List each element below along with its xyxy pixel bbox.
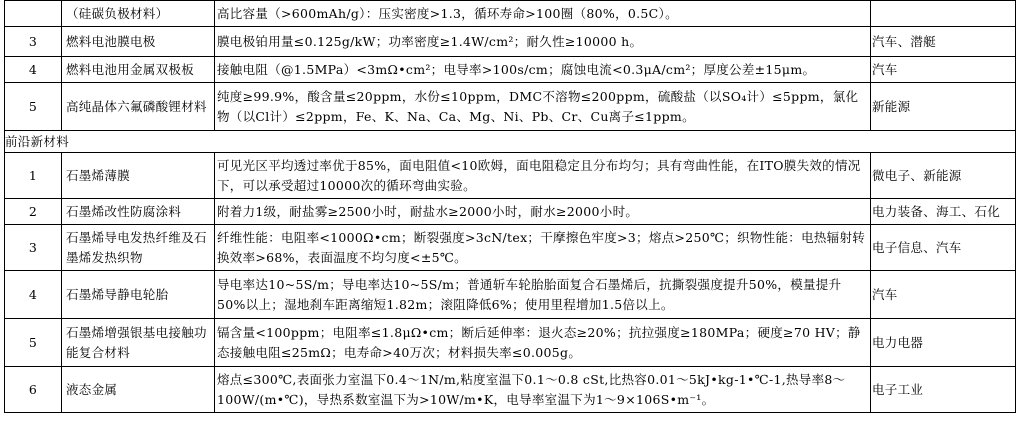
material-name: 燃料电池用金属双极板 xyxy=(62,57,215,83)
row-number: 4 xyxy=(5,271,62,319)
application-field: 微电子、新能源 xyxy=(871,153,1016,199)
row-number: 5 xyxy=(5,83,62,131)
material-spec: 膜电极铂用量≤0.125g/kW；功率密度≥1.4W/cm²；耐久性≥10000 h。 xyxy=(215,27,871,57)
material-spec: 附着力1级，耐盐雾≥2500小时，耐盐水≥2000小时，耐水≥2000小时。 xyxy=(215,199,871,225)
application-field: 汽车 xyxy=(871,271,1016,319)
table-row xyxy=(5,367,1016,413)
row-number: 5 xyxy=(5,319,62,367)
application-field: 电力电器 xyxy=(871,319,1016,367)
material-spec: 纯度≥99.9%，酸含量≤20ppm，水份≤10ppm，DMC不溶物≤200ppm，硫酸盐（以SO₄计）≤5ppm，氯化物（以Cl计）≤2ppm，Fe、K、Na、Ca、Mg、Ni、Pb、Cr、Cu离子≤1ppm。 xyxy=(215,83,871,131)
table-row xyxy=(5,1,1016,27)
row-number: 1 xyxy=(5,153,62,199)
material-spec: 熔点≤300℃,表面张力室温下0.4～1N/m,粘度室温下0.1～0.8 cSt,比热容0.01～5kJ•kg-1•℃-1,热导率8～100W/(m•℃)，导热系数室温下为>10W/m•K，电导率室温下为1～9×106S•m⁻¹。 xyxy=(215,367,871,413)
material-spec: 高比容量（>600mAh/g）：压实密度>1.3，循环寿命>100圈（80%，0.5C）。 xyxy=(215,1,871,27)
table-row xyxy=(5,153,1016,199)
material-name: 燃料电池膜电极 xyxy=(62,27,215,57)
application-field xyxy=(871,1,1016,27)
material-name: 石墨烯改性防腐涂料 xyxy=(62,199,215,225)
table-row xyxy=(5,271,1016,319)
material-spec: 镉含量<100ppm；电阻率≤1.8μΩ•cm；断后延伸率：退火态≥20%；抗拉强度≥180MPa；硬度≥70 HV；静态接触电阻≤25mΩ；电寿命>40万次；材料损失率≤0.005g。 xyxy=(215,319,871,367)
material-spec: 导电率达10~5S/m；导电率达10~5S/m；普通斩车轮胎胎面复合石墨烯后，抗撕裂强度提升50%，模量提升50%以上；湿地刹车距离缩短1.82m；滚阻降低6%；使用里程增加1.5倍以上。 xyxy=(215,271,871,319)
table-row xyxy=(5,225,1016,271)
table-row xyxy=(5,319,1016,367)
material-name: 液态金属 xyxy=(62,367,215,413)
material-name: （硅碳负极材料） xyxy=(62,1,215,27)
materials-table xyxy=(4,0,1016,413)
material-spec: 纤维性能：电阻率<1000Ω•cm；断裂强度>3cN/tex；干摩擦色牢度>3；熔点>250℃；织物性能：电热辐射转换效率>68%，表面温度不均匀度<±5℃。 xyxy=(215,225,871,271)
row-number: 3 xyxy=(5,225,62,271)
material-name: 石墨烯增强银基电接触功能复合材料 xyxy=(62,319,215,367)
application-field: 电子信息、汽车 xyxy=(871,225,1016,271)
material-name: 高纯晶体六氟磷酸锂材料 xyxy=(62,83,215,131)
row-number: 6 xyxy=(5,367,62,413)
material-spec: 接触电阻（@1.5MPa）<3mΩ•cm²；电导率>100s/cm；腐蚀电流<0.3μA/cm²；厚度公差±15μm。 xyxy=(215,57,871,83)
application-field: 电子工业 xyxy=(871,367,1016,413)
section-title: 前沿新材料 xyxy=(5,131,1016,153)
row-number: 4 xyxy=(5,57,62,83)
table-row xyxy=(5,83,1016,131)
material-name: 石墨烯薄膜 xyxy=(62,153,215,199)
table-row xyxy=(5,199,1016,225)
section-row xyxy=(5,131,1016,153)
application-field: 新能源 xyxy=(871,83,1016,131)
table-row xyxy=(5,57,1016,83)
application-field: 汽车 xyxy=(871,57,1016,83)
row-number: 3 xyxy=(5,27,62,57)
row-number xyxy=(5,1,62,27)
row-number: 2 xyxy=(5,199,62,225)
material-name: 石墨烯导静电轮胎 xyxy=(62,271,215,319)
material-spec: 可见光区平均透过率优于85%，面电阻值<10欧姆，面电阻稳定且分布均匀；具有弯曲性能，在ITO膜失效的情况下，可以承受超过10000次的循环弯曲实验。 xyxy=(215,153,871,199)
application-field: 汽车、潜艇 xyxy=(871,27,1016,57)
table-row xyxy=(5,27,1016,57)
material-name: 石墨烯导电发热纤维及石墨烯发热织物 xyxy=(62,225,215,271)
application-field: 电力装备、海工、石化 xyxy=(871,199,1016,225)
